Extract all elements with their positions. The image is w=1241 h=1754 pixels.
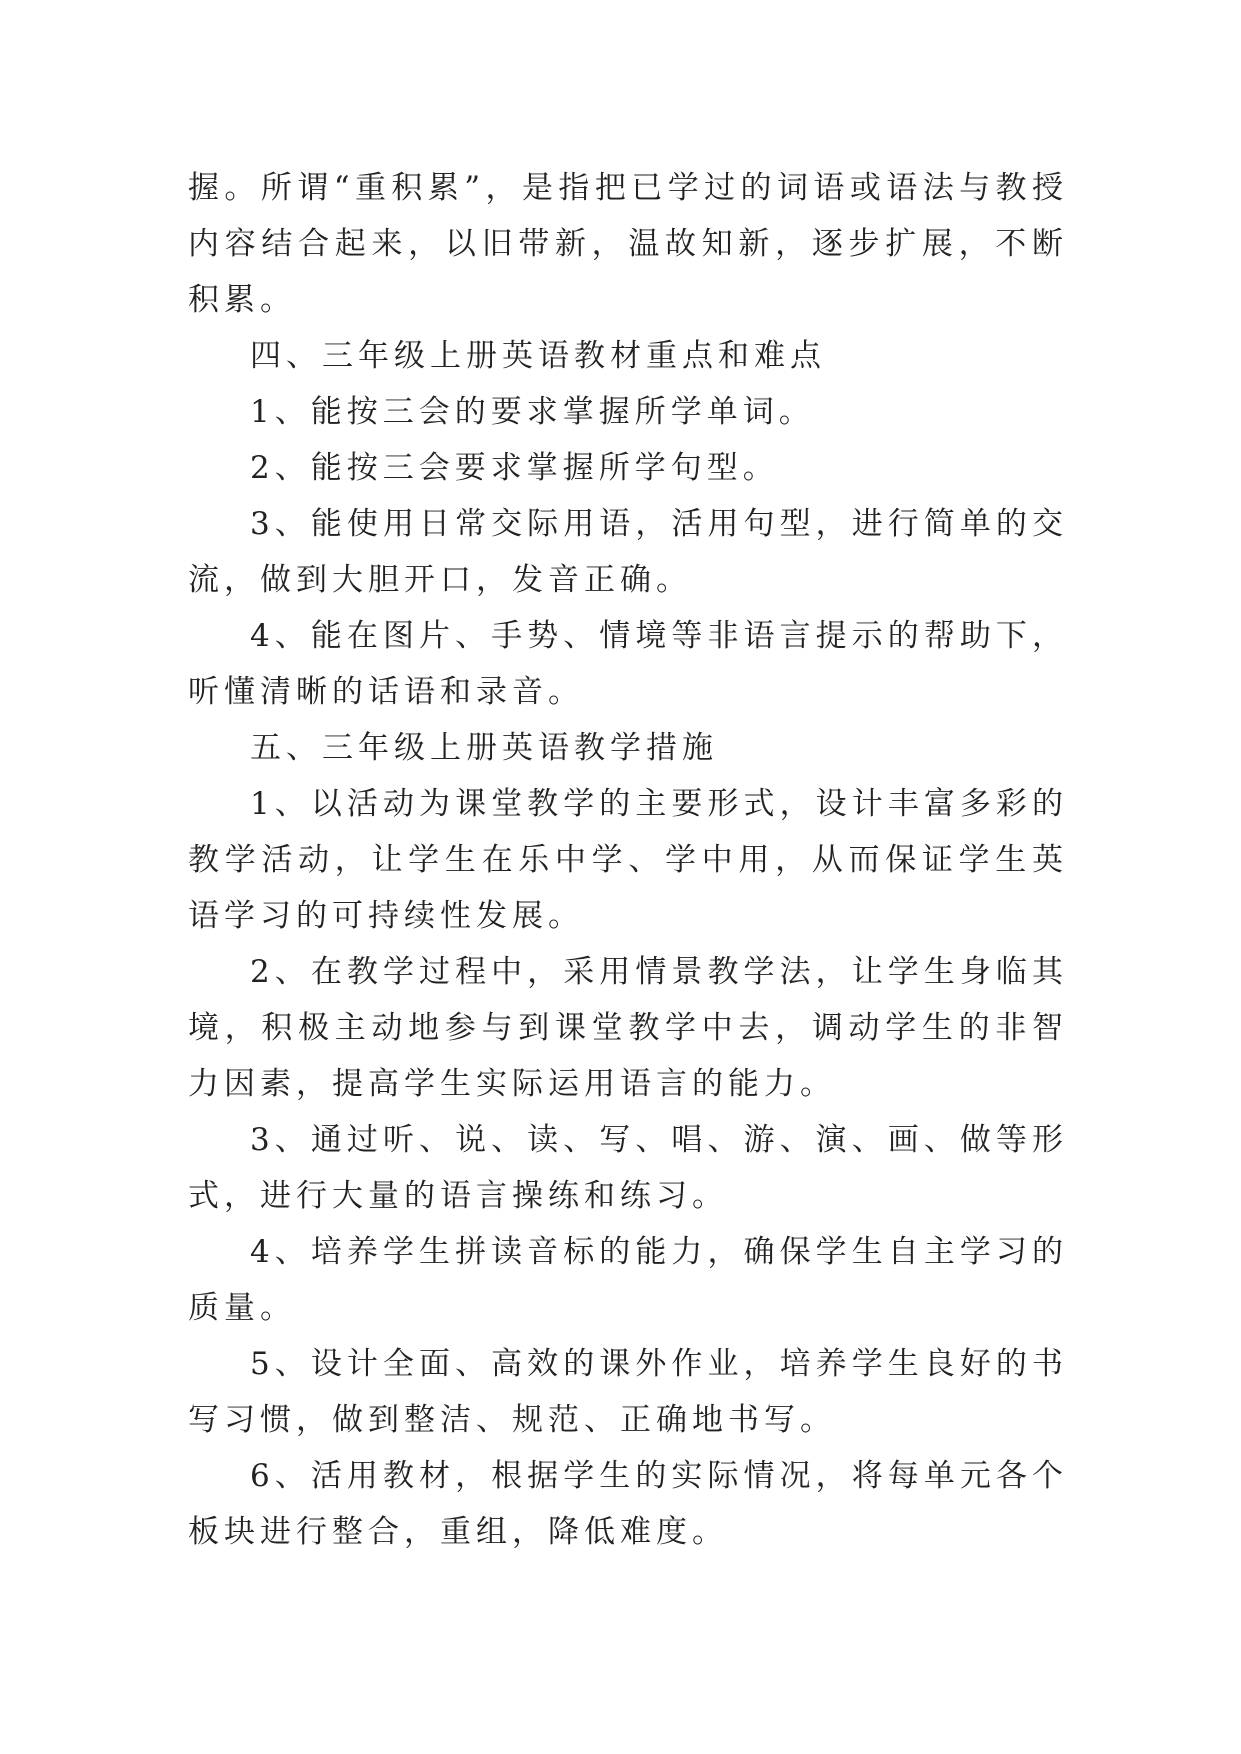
- teaching-measure-item: 6、活用教材，根据学生的实际情况，将每单元各个板块进行整合，重组，降低难度。: [188, 1458, 1068, 1550]
- teaching-measure-item: 2、在教学过程中，采用情景教学法，让学生身临其境，积极主动地参与到课堂教学中去，调动学生的非智力因素，提高学生实际运用语言的能力。: [188, 954, 1068, 1102]
- teaching-measure-item: 4、培养学生拼读音标的能力，确保学生自主学习的质量。: [188, 1234, 1068, 1326]
- teaching-measure-item: 3、通过听、说、读、写、唱、游、演、画、做等形式，进行大量的语言操练和练习。: [188, 1122, 1068, 1214]
- key-point-item: 4、能在图片、手势、情境等非语言提示的帮助下，听懂清晰的话语和录音。: [188, 618, 1068, 710]
- key-point-item: 3、能使用日常交际用语，活用句型，进行简单的交流，做到大胆开口，发音正确。: [188, 506, 1068, 598]
- teaching-measure-item: 1、以活动为课堂教学的主要形式，设计丰富多彩的教学活动，让学生在乐中学、学中用，从而保证学生英语学习的可持续性发展。: [188, 786, 1068, 934]
- paragraph-continuation: 握。所谓“重积累”，是指把已学过的词语或语法与教授内容结合起来，以旧带新，温故知新，逐步扩展，不断积累。: [188, 170, 1068, 318]
- teaching-measure-item: 5、设计全面、高效的课外作业，培养学生良好的书写习惯，做到整洁、规范、正确地书写。: [188, 1346, 1068, 1438]
- section-heading-key-points: 四、三年级上册英语教材重点和难点: [250, 338, 826, 374]
- document-body: [188, 160, 1068, 1560]
- section-heading-teaching-measures: 五、三年级上册英语教学措施: [250, 730, 718, 766]
- key-point-item: 2、能按三会要求掌握所学句型。: [250, 450, 779, 486]
- key-point-item: 1、能按三会的要求掌握所学单词。: [250, 394, 815, 430]
